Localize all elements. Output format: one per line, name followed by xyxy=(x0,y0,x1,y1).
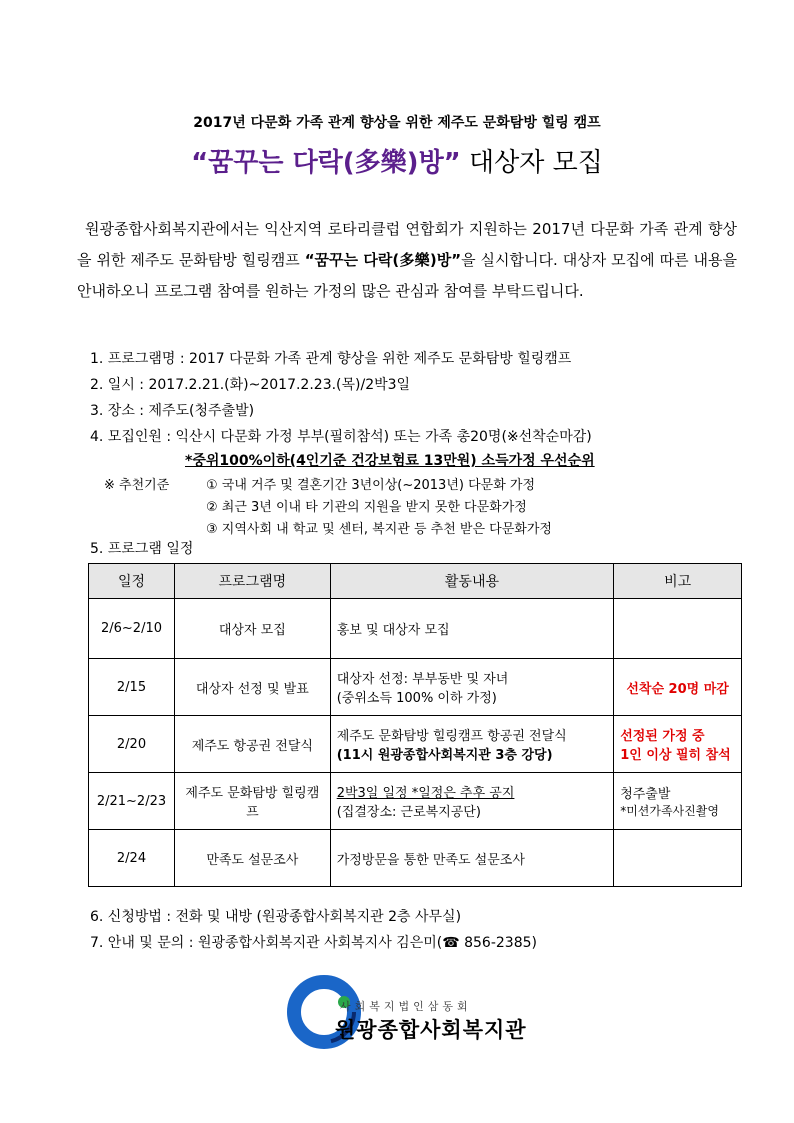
intro-paragraph xyxy=(77,214,737,307)
cell-date: 2/20 xyxy=(89,716,175,773)
cell-program: 제주도 항공권 전달식 xyxy=(174,716,330,773)
cell-activity xyxy=(330,773,613,830)
table-header-row xyxy=(89,564,742,599)
activity-line: 2박3일 일정 *일정은 추후 공지 xyxy=(336,786,515,801)
table-row xyxy=(89,773,742,830)
activity-line: 제주도 문화탐방 힐링캠프 항공권 전달식 xyxy=(336,729,567,744)
page-subtitle: 2017년 다문화 가족 관계 향상을 위한 제주도 문화탐방 힐링 캠프 xyxy=(193,115,601,131)
criteria-label: ※ 추천기준 xyxy=(104,478,170,493)
activity-line: 홍보 및 대상자 모집 xyxy=(336,623,450,638)
activity-line: 가정방문을 통한 만족도 설문조사 xyxy=(336,852,525,868)
item-program-name: 1. 프로그램명 : 2017 다문화 가족 관계 향상을 위한 제주도 문화탐방 힐링캠프 xyxy=(90,351,572,367)
activity-line: (집결장소: 근로복지공단) xyxy=(336,805,481,820)
item-location: 3. 장소 : 제주도(청주출발) xyxy=(90,403,255,419)
table-row xyxy=(89,716,742,773)
cell-note xyxy=(614,773,742,830)
activity-line: (중위소득 100% 이하 가정) xyxy=(336,691,497,706)
intro-program-name: “꿈꾸는 다락(多樂)방” xyxy=(304,251,462,269)
intro-text-1: 원광종합사회복지관에서는 익산지역 로타리클럽 연합회가 지원하는 2017년 다문화 가족 관계 향상을 위한 제주도 문화탐방 힐링캠프 xyxy=(77,220,737,269)
page-title xyxy=(0,142,794,179)
cell-note xyxy=(614,659,742,716)
table-row xyxy=(89,659,742,716)
title-highlight: “꿈꾸는 다락(多樂)방” xyxy=(191,148,461,178)
header-date: 일정 xyxy=(89,564,175,599)
note-line: 선정된 가정 중 xyxy=(620,729,705,744)
table-row xyxy=(89,599,742,659)
note-line: *미션가족사진촬영 xyxy=(620,804,719,818)
criteria-item: ① 국내 거주 및 결혼기간 3년이상(~2013년) 다문화 가정 xyxy=(206,478,536,493)
criteria-item: ② 최근 3년 이내 타 기관의 지원을 받지 못한 다문화가정 xyxy=(206,500,527,515)
cell-date: 2/24 xyxy=(89,830,175,887)
header-note: 비고 xyxy=(614,564,742,599)
schedule-table xyxy=(88,563,742,887)
intro-text-2: 을 실시합니다. 대상자 모집에 따른 내용을 안내하오니 프로그램 참여를 원하는 가정의 많은 관심과 참여를 부탁드립니다. xyxy=(77,251,738,300)
cell-note xyxy=(614,599,742,659)
cell-date: 2/6~2/10 xyxy=(89,599,175,659)
item-recruitment: 4. 모집인원 : 익산시 다문화 가정 부부(필히참석) 또는 가족 총20명(※선착순마감) xyxy=(90,429,592,445)
cell-date: 2/21~2/23 xyxy=(89,773,175,830)
title-rest: 대상자 모집 xyxy=(460,148,603,178)
item-application: 6. 신청방법 : 전화 및 내방 (원광종합사회복지관 2층 사무실) xyxy=(90,909,462,925)
cell-program: 대상자 모집 xyxy=(174,599,330,659)
cell-program: 만족도 설문조사 xyxy=(174,830,330,887)
criteria-item: ③ 지역사회 내 학교 및 센터, 복지관 등 추천 받은 다문화가정 xyxy=(206,522,552,537)
priority-note: *중위100%이하(4인기준 건강보험료 13만원) 소득가정 우선순위 xyxy=(185,453,595,469)
item-contact: 7. 안내 및 문의 : 원광종합사회복지관 사회복지사 김은미(☎ 856-2385) xyxy=(90,935,537,951)
activity-line: (11시 원광종합사회복지관 3층 강당) xyxy=(336,748,553,763)
note-line: 청주출발 xyxy=(620,787,671,802)
cell-program: 대상자 선정 및 발표 xyxy=(174,659,330,716)
header-activity: 활동내용 xyxy=(330,564,613,599)
cell-activity xyxy=(330,659,613,716)
logo-subtext: 사회복지법인삼동회 xyxy=(340,1000,472,1013)
note-line: 1인 이상 필히 참석 xyxy=(620,748,731,763)
note-line: 선착순 20명 마감 xyxy=(626,681,729,697)
cell-activity xyxy=(330,716,613,773)
cell-note xyxy=(614,830,742,887)
item-schedule-heading: 5. 프로그램 일정 xyxy=(90,541,194,557)
header-program: 프로그램명 xyxy=(174,564,330,599)
logo-name: 원광종합사회복지관 xyxy=(335,1018,527,1042)
cell-date: 2/15 xyxy=(89,659,175,716)
cell-activity xyxy=(330,830,613,887)
cell-program: 제주도 문화탐방 힐링캠프 xyxy=(174,773,330,830)
cell-activity xyxy=(330,599,613,659)
item-date: 2. 일시 : 2017.2.21.(화)~2017.2.23.(목)/2박3일 xyxy=(90,377,411,393)
cell-note xyxy=(614,716,742,773)
table-row xyxy=(89,830,742,887)
activity-line: 대상자 선정: 부부동반 및 자녀 xyxy=(336,672,509,687)
